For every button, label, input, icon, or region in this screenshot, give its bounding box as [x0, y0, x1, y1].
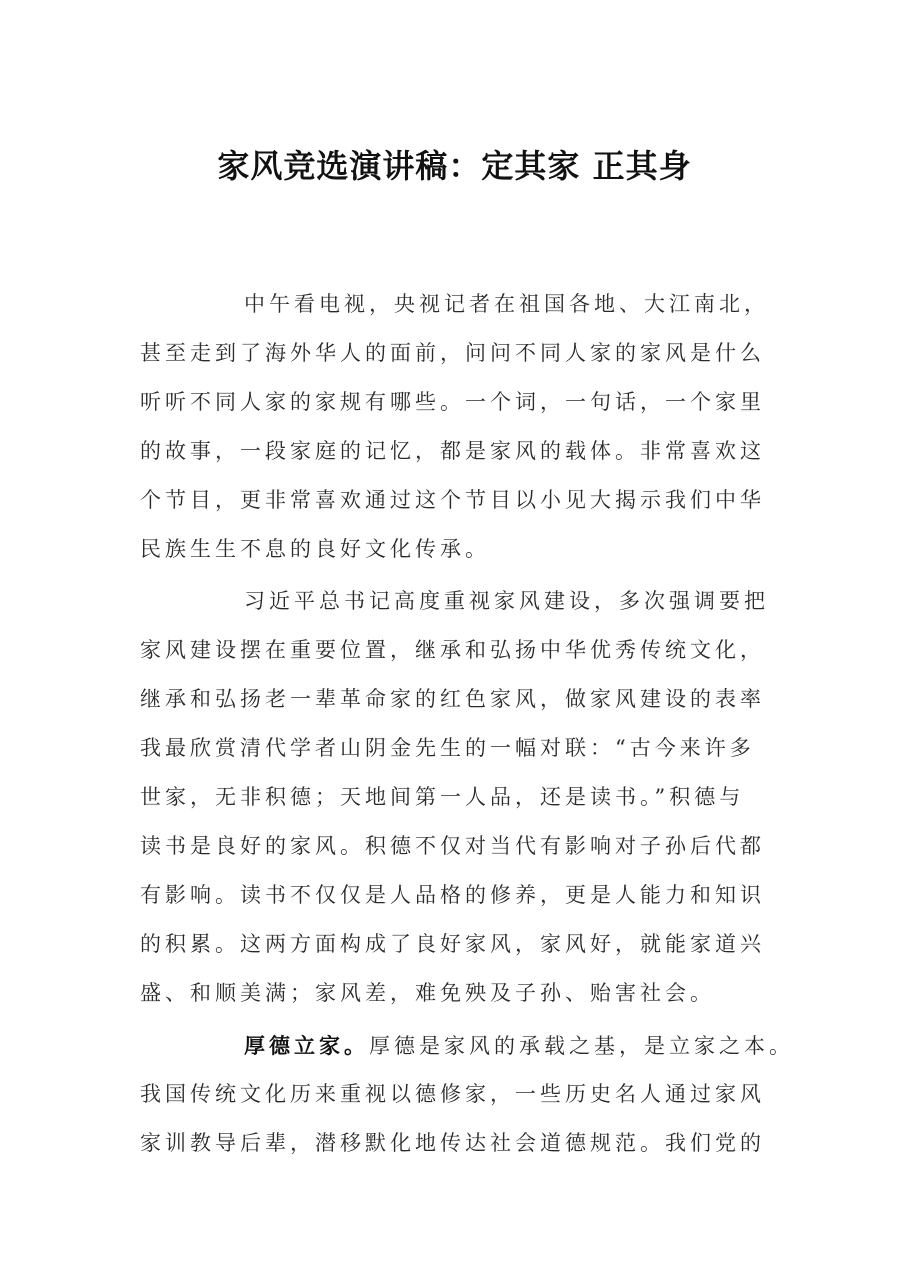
- text-line: 中午看电视，央视记者在祖国各地、大江南北，: [244, 292, 769, 316]
- text-line-rest: 厚德是家风的承载之基，是立家之本。: [369, 1034, 794, 1058]
- text-line: 世家，无非积德；天地间第一人品，还是读书。”积德与: [140, 785, 745, 809]
- text-line: [140, 1021, 794, 1070]
- text-line: 我国传统文化历来重视以德修家，一些历史名人通过家风: [140, 1082, 765, 1106]
- text-line: 家风建设摆在重要位置，继承和弘扬中华优秀传统文化，: [140, 638, 765, 662]
- text-line: 听听不同人家的家规有哪些。一个词，一句话，一个家里: [140, 390, 765, 414]
- text-line: 甚至走到了海外华人的面前，问问不同人家的家风是什么: [140, 341, 765, 365]
- text-line: 的故事，一段家庭的记忆，都是家风的载体。非常喜欢这: [140, 439, 765, 463]
- text-line: 家训教导后辈，潜移默化地传达社会道德规范。我们党的: [140, 1131, 765, 1155]
- document-body: [140, 280, 794, 1168]
- text-line: 的积累。这两方面构成了良好家风，家风好，就能家道兴: [140, 932, 765, 956]
- document-title: 家风竞选演讲稿：定其家 正其身: [217, 147, 692, 185]
- text-line: 民族生生不息的良好文化传承。: [140, 537, 490, 561]
- paragraph-tv-program: [140, 280, 780, 574]
- paragraph-family-style-building: [140, 577, 780, 1018]
- text-line: 有影响。读书不仅仅是人品格的修养，更是人能力和知识: [140, 883, 765, 907]
- text-line: 盛、和顺美满；家风差，难免殃及子孙、贻害社会。: [140, 981, 715, 1005]
- text-line: 我最欣赏清代学者山阴金先生的一幅对联：“古今来许多: [140, 736, 755, 760]
- paragraph-virtue: [140, 1021, 794, 1168]
- text-line: 习近平总书记高度重视家风建设，多次强调要把: [244, 589, 769, 613]
- text-line: 继承和弘扬老一辈革命家的红色家风，做家风建设的表率: [140, 687, 765, 711]
- text-line: 读书是良好的家风。积德不仅对当代有影响对子孙后代都: [140, 834, 765, 858]
- section-lead-heading: 厚德立家。: [244, 1033, 369, 1058]
- text-line: 个节目，更非常喜欢通过这个节目以小见大揭示我们中华: [140, 488, 765, 512]
